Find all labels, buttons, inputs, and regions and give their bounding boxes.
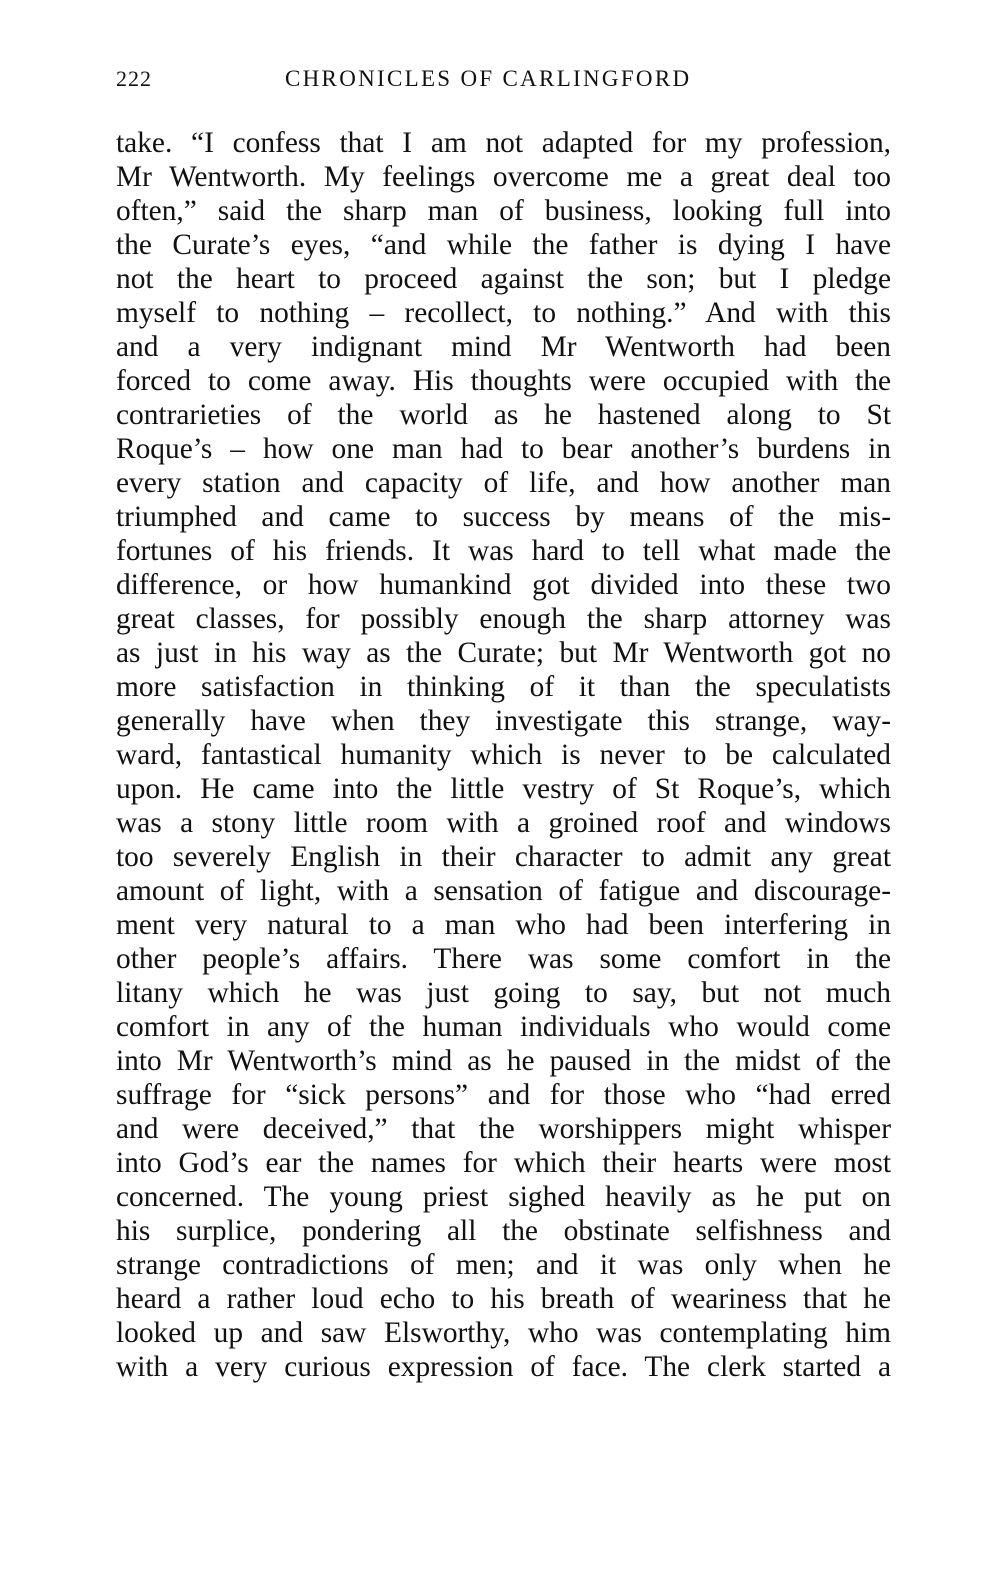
page-number: 222: [116, 66, 152, 91]
text-line: was a stony little room with a groined roof and windows: [116, 807, 891, 839]
text-line: the Curate’s eyes, “and while the father is dying I have: [116, 229, 891, 261]
text-line: Mr Wentworth. My feelings overcome me a great deal too: [116, 161, 891, 193]
text-line: concerned. The young priest sighed heavily as he put on: [116, 1181, 891, 1213]
text-line: not the heart to proceed against the son; but I pledge: [116, 263, 891, 295]
running-header: [116, 66, 891, 100]
text-line: into God’s ear the names for which their hearts were most: [116, 1147, 891, 1179]
text-line: comfort in any of the human individuals who would come: [116, 1011, 891, 1043]
text-line: and a very indignant mind Mr Wentworth had been: [116, 331, 891, 363]
text-line: strange contradictions of men; and it was only when he: [116, 1249, 891, 1281]
text-line: contrarieties of the world as he hastened along to St: [116, 399, 891, 431]
text-line: upon. He came into the little vestry of St Roque’s, which: [116, 773, 891, 805]
text-line: his surplice, pondering all the obstinate selfishness and: [116, 1215, 891, 1247]
text-line: into Mr Wentworth’s mind as he paused in the midst of the: [116, 1045, 891, 1077]
running-title: CHRONICLES OF CARLINGFORD: [285, 66, 692, 91]
text-line: and were deceived,” that the worshippers might whisper: [116, 1113, 891, 1145]
text-line: great classes, for possibly enough the sharp attorney was: [116, 603, 891, 635]
text-line: Roque’s – how one man had to bear another’s burdens in: [116, 433, 891, 465]
text-line: generally have when they investigate this strange, way-: [116, 705, 891, 737]
text-line: every station and capacity of life, and how another man: [116, 467, 891, 499]
text-line: with a very curious expression of face. The clerk started a: [116, 1351, 891, 1383]
text-line: triumphed and came to success by means of the mis-: [116, 501, 891, 533]
text-line: litany which he was just going to say, but not much: [116, 977, 891, 1009]
text-line: take. “I confess that I am not adapted for my profession,: [116, 127, 891, 159]
text-line: heard a rather loud echo to his breath of weariness that he: [116, 1283, 891, 1315]
text-line: more satisfaction in thinking of it than the speculatists: [116, 671, 891, 703]
text-line: myself to nothing – recollect, to nothing.” And with this: [116, 297, 891, 329]
text-line: ment very natural to a man who had been interfering in: [116, 909, 891, 941]
text-line: ward, fantastical humanity which is never to be calculated: [116, 739, 891, 771]
text-line: suffrage for “sick persons” and for those who “had erred: [116, 1079, 891, 1111]
text-line: looked up and saw Elsworthy, who was contemplating him: [116, 1317, 891, 1349]
text-line: other people’s affairs. There was some comfort in the: [116, 943, 891, 975]
text-line: amount of light, with a sensation of fatigue and discourage-: [116, 875, 891, 907]
body-text: [116, 126, 891, 1384]
text-line: often,” said the sharp man of business, looking full into: [116, 195, 891, 227]
text-line: too severely English in their character to admit any great: [116, 841, 891, 873]
text-line: fortunes of his friends. It was hard to tell what made the: [116, 535, 891, 567]
text-line: difference, or how humankind got divided into these two: [116, 569, 891, 601]
text-line: as just in his way as the Curate; but Mr Wentworth got no: [116, 637, 891, 669]
text-line: forced to come away. His thoughts were occupied with the: [116, 365, 891, 397]
